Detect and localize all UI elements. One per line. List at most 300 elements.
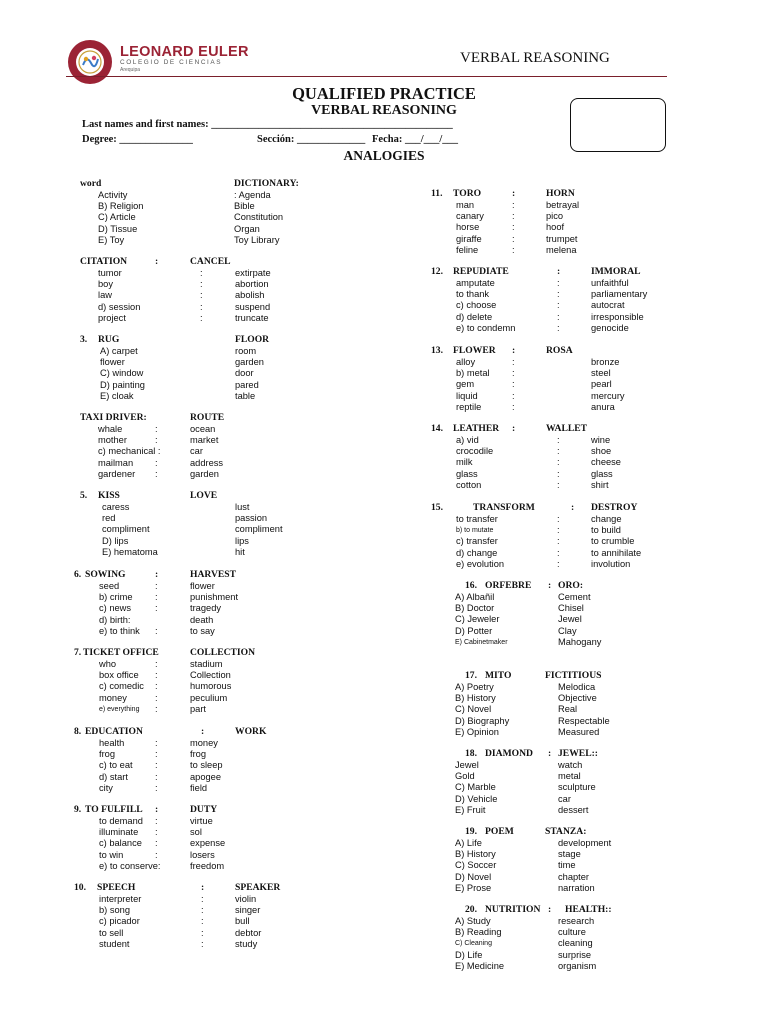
option-term-b: cleaning	[558, 938, 593, 949]
premise-term-b: ORO:	[558, 580, 584, 591]
option-term-a: gem	[456, 379, 475, 390]
question-number: 13.	[431, 345, 443, 356]
option-term-b: stadium	[190, 659, 223, 669]
option-colon: :	[512, 233, 515, 244]
premise-term-a: DIAMOND	[485, 748, 533, 759]
option-term-b: change	[591, 514, 622, 524]
premise-term-a: EDUCATION	[85, 726, 143, 737]
premise-term-b: DUTY	[190, 804, 218, 815]
option-term-b: lust	[235, 502, 250, 512]
option-term-b: death	[190, 614, 214, 625]
premise-colon: :	[548, 580, 552, 591]
option-term-a: c) to eat	[99, 760, 133, 771]
option-term-b: culture	[558, 927, 586, 938]
premise-term-a: CITATION	[80, 256, 128, 267]
option-term-a: horse	[456, 222, 480, 233]
option-term-b: humorous	[190, 681, 232, 692]
question-number: 17.	[465, 670, 477, 681]
option-term-b: stage	[558, 849, 581, 860]
premise-term-a: MITO	[485, 670, 512, 681]
option-term-b: Toy Library	[234, 234, 280, 245]
premise-term-b: HEALTH::	[565, 904, 612, 915]
option-term-b: punishment	[190, 592, 239, 603]
option-term-a: to sell	[99, 927, 124, 938]
option-term-b: sol	[190, 827, 202, 838]
premise-term-a: ORFEBRE	[485, 580, 532, 591]
premise-term-b: FLOOR	[235, 334, 270, 345]
premise-term-b: WALLET	[546, 423, 588, 434]
option-colon: :	[155, 435, 158, 446]
school-logo	[66, 38, 114, 86]
option-term-a: c) transfer	[456, 536, 498, 547]
option-term-a: d) start	[99, 771, 128, 782]
option-colon: :	[557, 300, 560, 311]
option-term-b: car	[190, 446, 203, 457]
question-number: 11.	[431, 188, 443, 199]
option-term-a: D) Vehicle	[455, 793, 498, 804]
premise-colon: :	[155, 569, 159, 580]
option-term-b: time	[558, 860, 576, 871]
option-term-a: feline	[456, 244, 479, 255]
option-term-b: bronze	[591, 357, 620, 367]
option-colon: :	[557, 435, 560, 445]
option-term-a: D) Life	[455, 949, 483, 960]
option-term-a: red	[102, 513, 116, 524]
option-term-b: flower	[190, 581, 215, 591]
option-colon: :	[557, 525, 560, 536]
option-term-b: irresponsible	[591, 311, 644, 322]
option-term-b: shoe	[591, 446, 612, 457]
option-term-b: watch	[558, 760, 583, 770]
option-term-b: freedom	[190, 860, 225, 871]
option-term-a: money	[99, 692, 127, 703]
option-term-b: compliment	[235, 524, 283, 535]
premise-colon: :	[155, 804, 159, 815]
option-term-a: b) crime	[99, 592, 133, 603]
option-term-b: suspend	[235, 301, 271, 312]
premise-term-b: DICTIONARY:	[234, 178, 299, 189]
option-colon: :	[200, 301, 203, 312]
option-term-a: to demand	[99, 816, 143, 826]
option-term-b: Real	[558, 704, 578, 715]
option-term-b: Measured	[558, 726, 600, 737]
option-term-a: B) Doctor	[455, 603, 495, 614]
option-colon: :	[201, 905, 204, 916]
option-term-b: anura	[591, 401, 615, 412]
premise-colon: :	[548, 904, 552, 915]
option-term-a: d) delete	[456, 311, 493, 322]
option-term-a: A) Albañil	[455, 592, 495, 602]
option-colon: :	[155, 760, 158, 771]
option-colon: :	[155, 816, 158, 826]
option-term-b: dessert	[558, 804, 589, 815]
option-term-b: steel	[591, 368, 611, 379]
option-term-a: to thank	[456, 289, 490, 300]
option-colon: :	[512, 368, 515, 379]
option-term-a: seed	[99, 581, 120, 591]
option-term-a: d) session	[98, 301, 141, 312]
question-number: 20.	[465, 904, 477, 915]
premise-term-b: DESTROY	[591, 502, 638, 513]
premise-term-a: LEATHER	[453, 423, 500, 434]
premise-colon: :	[512, 423, 516, 434]
option-term-a: interpreter	[99, 894, 142, 904]
option-colon: :	[512, 211, 515, 222]
option-term-a: C) Article	[98, 212, 136, 223]
option-colon: :	[557, 468, 560, 479]
option-term-a: d) birth:	[99, 614, 131, 625]
option-term-a: e) everything	[99, 705, 140, 713]
option-colon: :	[155, 782, 158, 793]
option-colon: :	[155, 692, 158, 703]
option-term-a: A) Poetry	[455, 682, 494, 692]
premise-term-a: RUG	[98, 334, 120, 345]
option-term-a: D) lips	[102, 535, 129, 546]
option-term-b: sculpture	[558, 782, 596, 793]
option-term-b: truncate	[235, 312, 269, 323]
option-term-a: E) Opinion	[455, 726, 499, 737]
option-term-b: Chisel	[558, 603, 584, 614]
option-term-b: Cement	[558, 592, 591, 602]
option-term-a: D) painting	[100, 379, 145, 390]
option-term-a: gardener	[98, 468, 136, 479]
option-term-b: to say	[190, 625, 215, 636]
option-term-a: D) Tissue	[98, 223, 138, 234]
option-term-a: E) cloak	[100, 390, 134, 401]
option-term-b: address	[190, 457, 224, 468]
option-term-a: caress	[102, 502, 130, 512]
option-colon: :	[155, 659, 158, 669]
option-term-a: C) window	[100, 368, 144, 379]
option-term-a: b) to mutate	[456, 527, 494, 535]
option-term-b: wine	[591, 435, 611, 445]
premise-term-b: WORK	[235, 726, 267, 737]
header-divider	[66, 76, 667, 77]
option-term-a: mailman	[98, 457, 134, 468]
option-term-b: surprise	[558, 949, 592, 960]
option-term-a: liquid	[456, 390, 478, 401]
option-term-b: pearl	[591, 379, 612, 390]
option-term-a: C) Cleaning	[455, 940, 492, 948]
option-term-b: unfaithful	[591, 278, 629, 288]
option-term-b: Melodica	[558, 682, 596, 692]
option-term-a: c) comedic	[99, 681, 144, 692]
question-number: 12.	[431, 266, 443, 277]
brand-name: LEONARD EULER	[120, 44, 249, 60]
option-term-b: money	[190, 738, 218, 748]
option-term-b: expense	[190, 838, 226, 849]
premise-colon: :	[201, 726, 205, 737]
option-term-a: A) carpet	[100, 346, 138, 356]
option-term-b: Mahogany	[558, 636, 602, 647]
option-term-a: student	[99, 938, 130, 949]
option-term-b: autocrat	[591, 300, 625, 311]
option-term-a: E) Toy	[98, 234, 125, 245]
question-number: 14.	[431, 423, 443, 434]
option-colon: :	[155, 603, 158, 614]
option-term-b: betrayal	[546, 200, 580, 210]
premise-term-a: SOWING	[85, 569, 126, 580]
option-term-b: to sleep	[190, 760, 223, 771]
option-term-b: debtor	[235, 927, 262, 938]
question-number: 19.	[465, 826, 477, 837]
premise-term-a: SPEECH	[97, 882, 136, 893]
option-term-a: glass	[456, 468, 478, 479]
option-term-a: tumor	[98, 268, 122, 278]
option-term-b: melena	[546, 244, 577, 255]
option-colon: :	[557, 311, 560, 322]
premise-colon: :	[548, 748, 552, 759]
option-term-a: B) History	[455, 693, 496, 704]
option-term-a: c) balance	[99, 838, 142, 849]
option-term-b: study	[235, 938, 258, 949]
premise-colon: :	[571, 502, 575, 513]
option-term-a: to win	[99, 849, 124, 860]
option-term-a: milk	[456, 457, 473, 468]
option-term-a: D) Novel	[455, 871, 492, 882]
option-colon: :	[155, 703, 158, 714]
option-term-a: mother	[98, 435, 127, 446]
premise-term-b: ROSA	[546, 345, 573, 356]
option-term-a: e) evolution	[456, 558, 505, 569]
option-colon: :	[200, 312, 203, 323]
option-colon: :	[155, 457, 158, 468]
option-term-a: crocodile	[456, 446, 494, 457]
option-colon: :	[155, 581, 158, 591]
option-colon: :	[155, 771, 158, 782]
option-term-b: pico	[546, 211, 564, 222]
option-term-b: cheese	[591, 457, 621, 468]
option-term-a: C) Novel	[455, 704, 492, 715]
option-colon: :	[557, 479, 560, 490]
option-term-a: health	[99, 738, 125, 748]
option-term-a: A) Life	[455, 838, 482, 848]
option-term-b: market	[190, 435, 219, 446]
option-term-b: peculium	[190, 692, 228, 703]
option-colon: :	[155, 625, 158, 636]
option-colon: :	[512, 390, 515, 401]
premise-colon: :	[512, 188, 516, 199]
option-term-b: garden	[235, 357, 264, 368]
option-colon: :	[155, 738, 158, 748]
premise-term-a: TORO	[453, 188, 482, 199]
option-colon: :	[512, 244, 515, 255]
option-term-b: Jewel	[558, 614, 582, 625]
option-term-a: cotton	[456, 479, 482, 490]
option-term-a: A) Study	[455, 916, 491, 926]
option-term-a: c) mechanical :	[98, 446, 161, 457]
option-colon: :	[557, 514, 560, 524]
option-term-b: Bible	[234, 201, 255, 212]
option-term-a: E) Prose	[455, 882, 492, 893]
option-term-a: frog	[99, 749, 116, 760]
option-term-b: hoof	[546, 222, 565, 233]
option-colon: :	[557, 289, 560, 300]
option-term-a: a) vid	[456, 435, 479, 445]
option-colon: :	[512, 401, 515, 412]
option-term-a: man	[456, 200, 475, 210]
option-term-b: abolish	[235, 290, 265, 301]
option-colon: :	[201, 938, 204, 949]
question-number: 15.	[431, 502, 443, 513]
question-number: 18.	[465, 748, 477, 759]
option-colon: :	[557, 536, 560, 547]
option-term-a: e) to think	[99, 625, 140, 636]
option-colon: :	[557, 558, 560, 569]
question-number: 16.	[465, 580, 477, 591]
option-term-b: violin	[235, 894, 257, 904]
premise-colon: :	[201, 882, 205, 893]
option-term-b: Constitution	[234, 212, 284, 223]
option-term-b: Clay	[558, 625, 577, 636]
option-term-a: e) to conserve:	[99, 860, 161, 871]
section-title: ANALOGIES	[343, 148, 425, 163]
option-term-b: narration	[558, 882, 595, 893]
option-term-b: door	[235, 368, 254, 379]
option-colon: :	[155, 827, 158, 838]
premise-colon: :	[512, 345, 516, 356]
option-term-a: D) Biography	[455, 715, 510, 726]
option-term-b: lips	[235, 535, 249, 546]
option-term-b: to annihilate	[591, 547, 642, 558]
premise-term-a: TRANSFORM	[473, 502, 535, 513]
option-term-a: boy	[98, 279, 113, 290]
premise-term-b: FICTITIOUS	[545, 670, 602, 681]
degree-field: Degree: ______________	[82, 134, 193, 145]
option-term-b: car	[558, 793, 571, 804]
option-colon: :	[557, 322, 560, 333]
option-term-a: B) History	[455, 849, 496, 860]
option-colon: :	[557, 547, 560, 558]
premise-term-a: NUTRITION	[485, 904, 541, 915]
option-term-b: trumpet	[546, 233, 578, 244]
option-term-b: singer	[235, 905, 261, 916]
option-term-a: reptile	[456, 401, 482, 412]
option-term-b: abortion	[235, 279, 269, 290]
option-term-a: b) song	[99, 905, 131, 916]
option-colon: :	[200, 290, 203, 301]
option-term-b: mercury	[591, 390, 625, 401]
option-colon: :	[512, 200, 515, 210]
question-number: 7.	[74, 647, 82, 658]
option-term-b: pared	[235, 379, 259, 390]
section-field: Sección: _____________	[257, 134, 366, 145]
option-colon: :	[155, 749, 158, 760]
premise-term-b: HORN	[546, 188, 575, 199]
option-term-a: D) Potter	[455, 625, 493, 636]
option-colon: :	[155, 468, 158, 479]
option-term-a: law	[98, 290, 112, 301]
option-term-b: frog	[190, 749, 207, 760]
option-term-b: Respectable	[558, 715, 610, 726]
option-colon: :	[512, 379, 515, 390]
grade-box	[570, 98, 666, 152]
option-term-a: B) Reading	[455, 927, 502, 938]
option-term-a: C) Marble	[455, 782, 496, 793]
option-term-a: e) to condemn	[456, 322, 516, 333]
option-term-a: amputate	[456, 278, 495, 288]
option-term-a: canary	[456, 211, 484, 222]
option-term-b: Objective	[558, 693, 597, 704]
option-term-b: apogee	[190, 771, 222, 782]
option-term-b: hit	[235, 546, 245, 557]
date-field: Fecha: ___/___/___	[372, 134, 459, 145]
premise-term-a: FLOWER	[453, 345, 496, 356]
option-colon: :	[155, 681, 158, 692]
option-term-b: field	[190, 782, 208, 793]
option-term-b: Organ	[234, 223, 260, 234]
option-term-b: bull	[235, 916, 250, 927]
option-colon: :	[201, 927, 204, 938]
option-term-b: part	[190, 703, 207, 714]
option-term-a: C) Jeweler	[455, 614, 500, 625]
option-term-b: virtue	[190, 816, 213, 826]
name-field: Last names and first names: ______________________________________________	[82, 119, 453, 130]
option-colon: :	[200, 279, 203, 290]
option-colon: :	[155, 838, 158, 849]
option-term-a: alloy	[456, 357, 476, 367]
premise-term-a: word	[80, 178, 102, 189]
option-term-b: ocean	[190, 424, 216, 434]
question-number: 10.	[74, 882, 86, 893]
premise-term-b: IMMORAL	[591, 266, 641, 277]
brand-city: Arequipa	[120, 67, 141, 73]
premise-term-b: COLLECTION	[190, 647, 256, 658]
option-term-a: E) Medicine	[455, 960, 505, 971]
option-term-b: losers	[190, 849, 215, 860]
option-term-b: organism	[558, 960, 597, 971]
premise-term-a: POEM	[485, 826, 514, 837]
option-term-a: E) hematoma	[102, 546, 158, 557]
option-term-a: Activity	[98, 190, 128, 200]
option-term-a: flower	[100, 357, 125, 368]
option-term-a: to transfer	[456, 514, 498, 524]
option-term-b: extirpate	[235, 268, 271, 278]
question-number: 6.	[74, 569, 82, 580]
question-number: 8.	[74, 726, 82, 737]
option-term-b: Collection	[190, 670, 231, 681]
option-term-a: project	[98, 312, 126, 323]
option-term-b: involution	[591, 558, 631, 569]
option-term-a: city	[99, 782, 113, 793]
option-colon: :	[512, 357, 515, 367]
option-term-b: to crumble	[591, 536, 635, 547]
premise-term-a: TO FULFILL	[85, 804, 143, 815]
option-colon: :	[557, 278, 560, 288]
option-colon: :	[155, 670, 158, 681]
premise-term-b: CANCEL	[190, 256, 231, 267]
premise-term-a: REPUDIATE	[453, 266, 509, 277]
header-subject: VERBAL REASONING	[460, 50, 610, 66]
option-term-a: E) Cabinetmaker	[455, 638, 508, 646]
option-term-a: Gold	[455, 771, 475, 782]
option-term-a: c) news	[99, 603, 132, 614]
premise-colon: :	[557, 266, 561, 277]
option-term-b: shirt	[591, 479, 609, 490]
option-term-a: c) choose	[456, 300, 497, 311]
option-term-a: Jewel	[455, 760, 479, 770]
question-number: 9.	[74, 804, 82, 815]
option-term-a: b) metal	[456, 368, 490, 379]
option-term-a: giraffe	[456, 233, 482, 244]
premise-colon: :	[155, 256, 159, 267]
option-colon: :	[512, 222, 515, 233]
option-term-a: B) Religion	[98, 201, 144, 212]
option-colon: :	[201, 894, 204, 904]
option-term-a: c) picador	[99, 916, 140, 927]
option-term-b: room	[235, 346, 257, 356]
option-term-b: garden	[190, 468, 219, 479]
